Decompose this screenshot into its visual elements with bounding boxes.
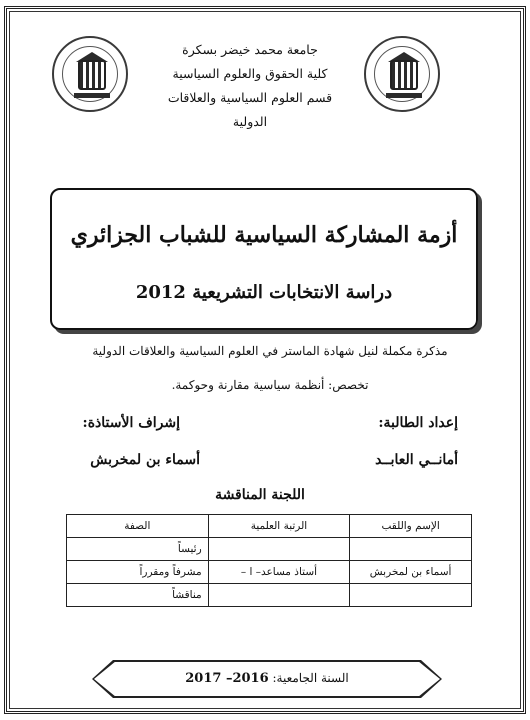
student-label: إعداد الطالبة: <box>378 415 458 431</box>
table-row <box>67 584 472 607</box>
supervisor-label: إشراف الأستاذة: <box>82 415 180 431</box>
academic-year-value: 2016– 2017 <box>185 671 269 686</box>
table-row <box>67 538 472 561</box>
supervisor-name: أسماء بن لمخربش <box>90 452 200 468</box>
specialization: تخصص: أنظمة سياسية مقارنة وحوكمة. <box>171 378 369 392</box>
column-header-name: الإسم واللقب <box>350 515 472 538</box>
member-rank: أستاذ مساعد– ا – <box>208 561 350 584</box>
institution-header <box>150 38 350 134</box>
thesis-title: أزمة المشاركة السياسية للشباب الجزائري <box>70 222 458 248</box>
academic-year <box>92 671 442 686</box>
committee-title: اللجنة المناقشة <box>215 487 305 503</box>
member-name: أسماء بن لمخربش <box>350 561 472 584</box>
member-role: مشرفاً ومقرراً <box>67 561 209 584</box>
member-role: مناقشاً <box>67 584 209 607</box>
department-name: قسم العلوم السياسية والعلاقات الدولية <box>167 90 333 129</box>
table-header-row <box>67 515 472 538</box>
memo-description: مذكرة مكملة لنيل شهادة الماستر في العلوم السياسية والعلاقات الدولية <box>92 344 448 358</box>
member-rank <box>208 538 350 561</box>
table-row <box>67 561 472 584</box>
column-header-rank: الرتبة العلمية <box>208 515 350 538</box>
member-name <box>350 538 472 561</box>
member-name <box>350 584 472 607</box>
thesis-subtitle: دراسة الانتخابات التشريعية 2012 <box>135 282 393 303</box>
member-role: رئيساً <box>67 538 209 561</box>
faculty-name: كلية الحقوق والعلوم السياسية <box>172 66 328 81</box>
committee-table <box>66 514 472 607</box>
student-name: أمانــي العابــد <box>375 452 458 468</box>
university-seal-logo <box>364 36 440 112</box>
member-rank <box>208 584 350 607</box>
university-seal-logo <box>52 36 128 112</box>
academic-year-label: السنة الجامعية: <box>272 671 349 685</box>
university-name: جامعة محمد خيضر بسكرة <box>182 42 318 57</box>
title-frame <box>50 188 478 330</box>
academic-year-box <box>92 660 442 698</box>
column-header-role: الصفة <box>67 515 209 538</box>
